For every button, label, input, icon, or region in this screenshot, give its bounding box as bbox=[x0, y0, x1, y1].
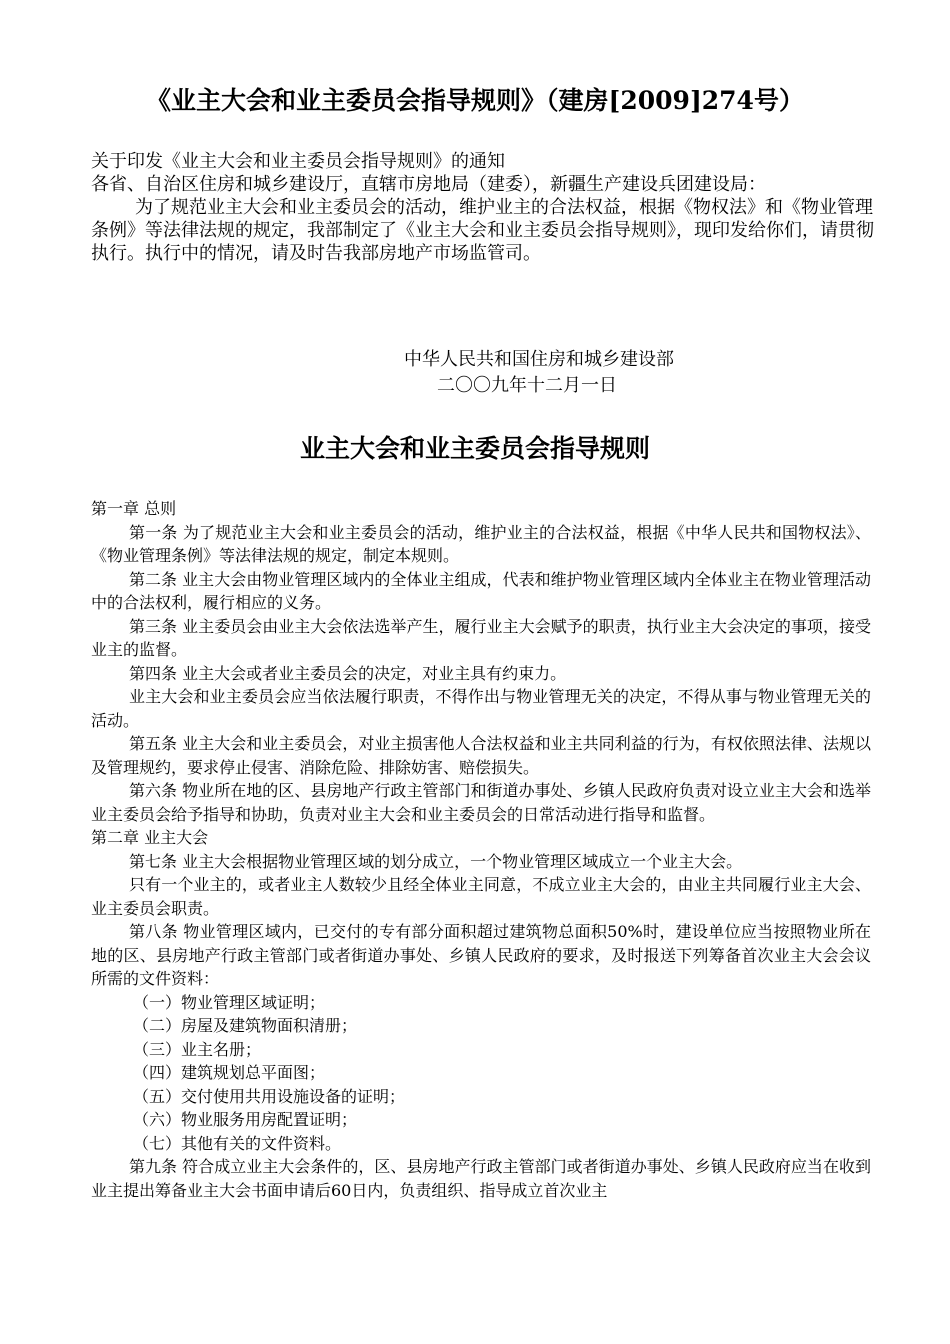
list-item: （二）房屋及建筑物面积清册； bbox=[133, 1016, 358, 1035]
article-4: 第四条 业主大会或者业主委员会的决定，对业主具有约束力。 bbox=[129, 663, 567, 683]
document-title: 《业主大会和业主委员会指导规则》（建房[2009]274号） bbox=[146, 86, 804, 115]
article-8: 第八条 物业管理区域内，已交付的专有部分面积超过建筑物总面积50%时，建设单位应当按照物业所在地的区、县房地产行政主管部门或者街道办事处、乡镇人民政府的要求，及时报送下列筹备首次业主大会会议所需的文件资料： bbox=[91, 922, 871, 988]
notice-date: 二〇〇九年十二月一日 bbox=[437, 375, 617, 396]
article-6: 第六条 物业所在地的区、县房地产行政主管部门和街道办事处、乡镇人民政府负责对设立业主大会和选举业主委员会给予指导和协助，负责对业主大会和业主委员会的日常活动进行指导和监督。 bbox=[91, 781, 871, 824]
list-item: （四）建筑规划总平面图； bbox=[133, 1063, 326, 1082]
chapter-heading: 第一章 总则 bbox=[91, 499, 177, 518]
notice-body: 为了规范业主大会和业主委员会的活动，维护业主的合法权益，根据《物权法》和《物业管理条例》等法律法规的规定，我部制定了《业主大会和业主委员会指导规则》，现印发给你们，请贯彻执行。执行中的情况，请及时告我部房地产市场监管司。 bbox=[91, 197, 874, 264]
article-1: 第一条 为了规范业主大会和业主委员会的活动，维护业主的合法权益，根据《中华人民共和国物权法》、《物业管理条例》等法律法规的规定，制定本规则。 bbox=[91, 522, 871, 565]
article-5: 第五条 业主大会和业主委员会，对业主损害他人合法权益和业主共同利益的行为，有权依照法律、法规以及管理规约，要求停止侵害、消除危险、排除妨害、赔偿损失。 bbox=[91, 734, 871, 777]
list-item: （七）其他有关的文件资料。 bbox=[133, 1133, 342, 1153]
article-3: 第三条 业主委员会由业主大会依法选举产生，履行业主大会赋予的职责，执行业主大会决定的事项，接受业主的监督。 bbox=[91, 616, 871, 659]
notice-section bbox=[91, 150, 881, 265]
rules-title: 业主大会和业主委员会指导规则 bbox=[299, 434, 650, 463]
article-7: 第七条 业主大会根据物业管理区域的划分成立，一个物业管理区域成立一个业主大会。 bbox=[129, 851, 743, 871]
article-4-paragraph-2: 业主大会和业主委员会应当依法履行职责，不得作出与物业管理无关的决定，不得从事与物业管理无关的活动。 bbox=[91, 687, 871, 730]
rules-body bbox=[91, 497, 871, 1202]
list-item: （一）物业管理区域证明； bbox=[133, 992, 326, 1012]
article-7-paragraph-2: 只有一个业主的，或者业主人数较少且经全体业主同意，不成立业主大会的，由业主共同履行业主大会、业主委员会职责。 bbox=[91, 875, 871, 918]
list-item: （三）业主名册； bbox=[133, 1039, 262, 1059]
list-item: （五）交付使用共用设施设备的证明； bbox=[133, 1086, 406, 1106]
notice-heading: 关于印发《业主大会和业主委员会指导规则》的通知 bbox=[91, 151, 505, 172]
notice-recipients: 各省、自治区住房和城乡建设厅，直辖市房地局（建委），新疆生产建设兵团建设局： bbox=[91, 174, 766, 195]
article-2: 第二条 业主大会由物业管理区域内的全体业主组成，代表和维护物业管理区域内全体业主在物业管理活动中的合法权利，履行相应的义务。 bbox=[91, 569, 871, 612]
article-9: 第九条 符合成立业主大会条件的，区、县房地产行政主管部门或者街道办事处、乡镇人民政府应当在收到业主提出筹备业主大会书面申请后60日内，负责组织、指导成立首次业主 bbox=[91, 1157, 871, 1200]
notice-signatory: 中华人民共和国住房和城乡建设部 bbox=[404, 349, 674, 370]
list-item: （六）物业服务用房配置证明； bbox=[133, 1110, 358, 1129]
chapter-heading: 第二章 业主大会 bbox=[91, 828, 209, 847]
